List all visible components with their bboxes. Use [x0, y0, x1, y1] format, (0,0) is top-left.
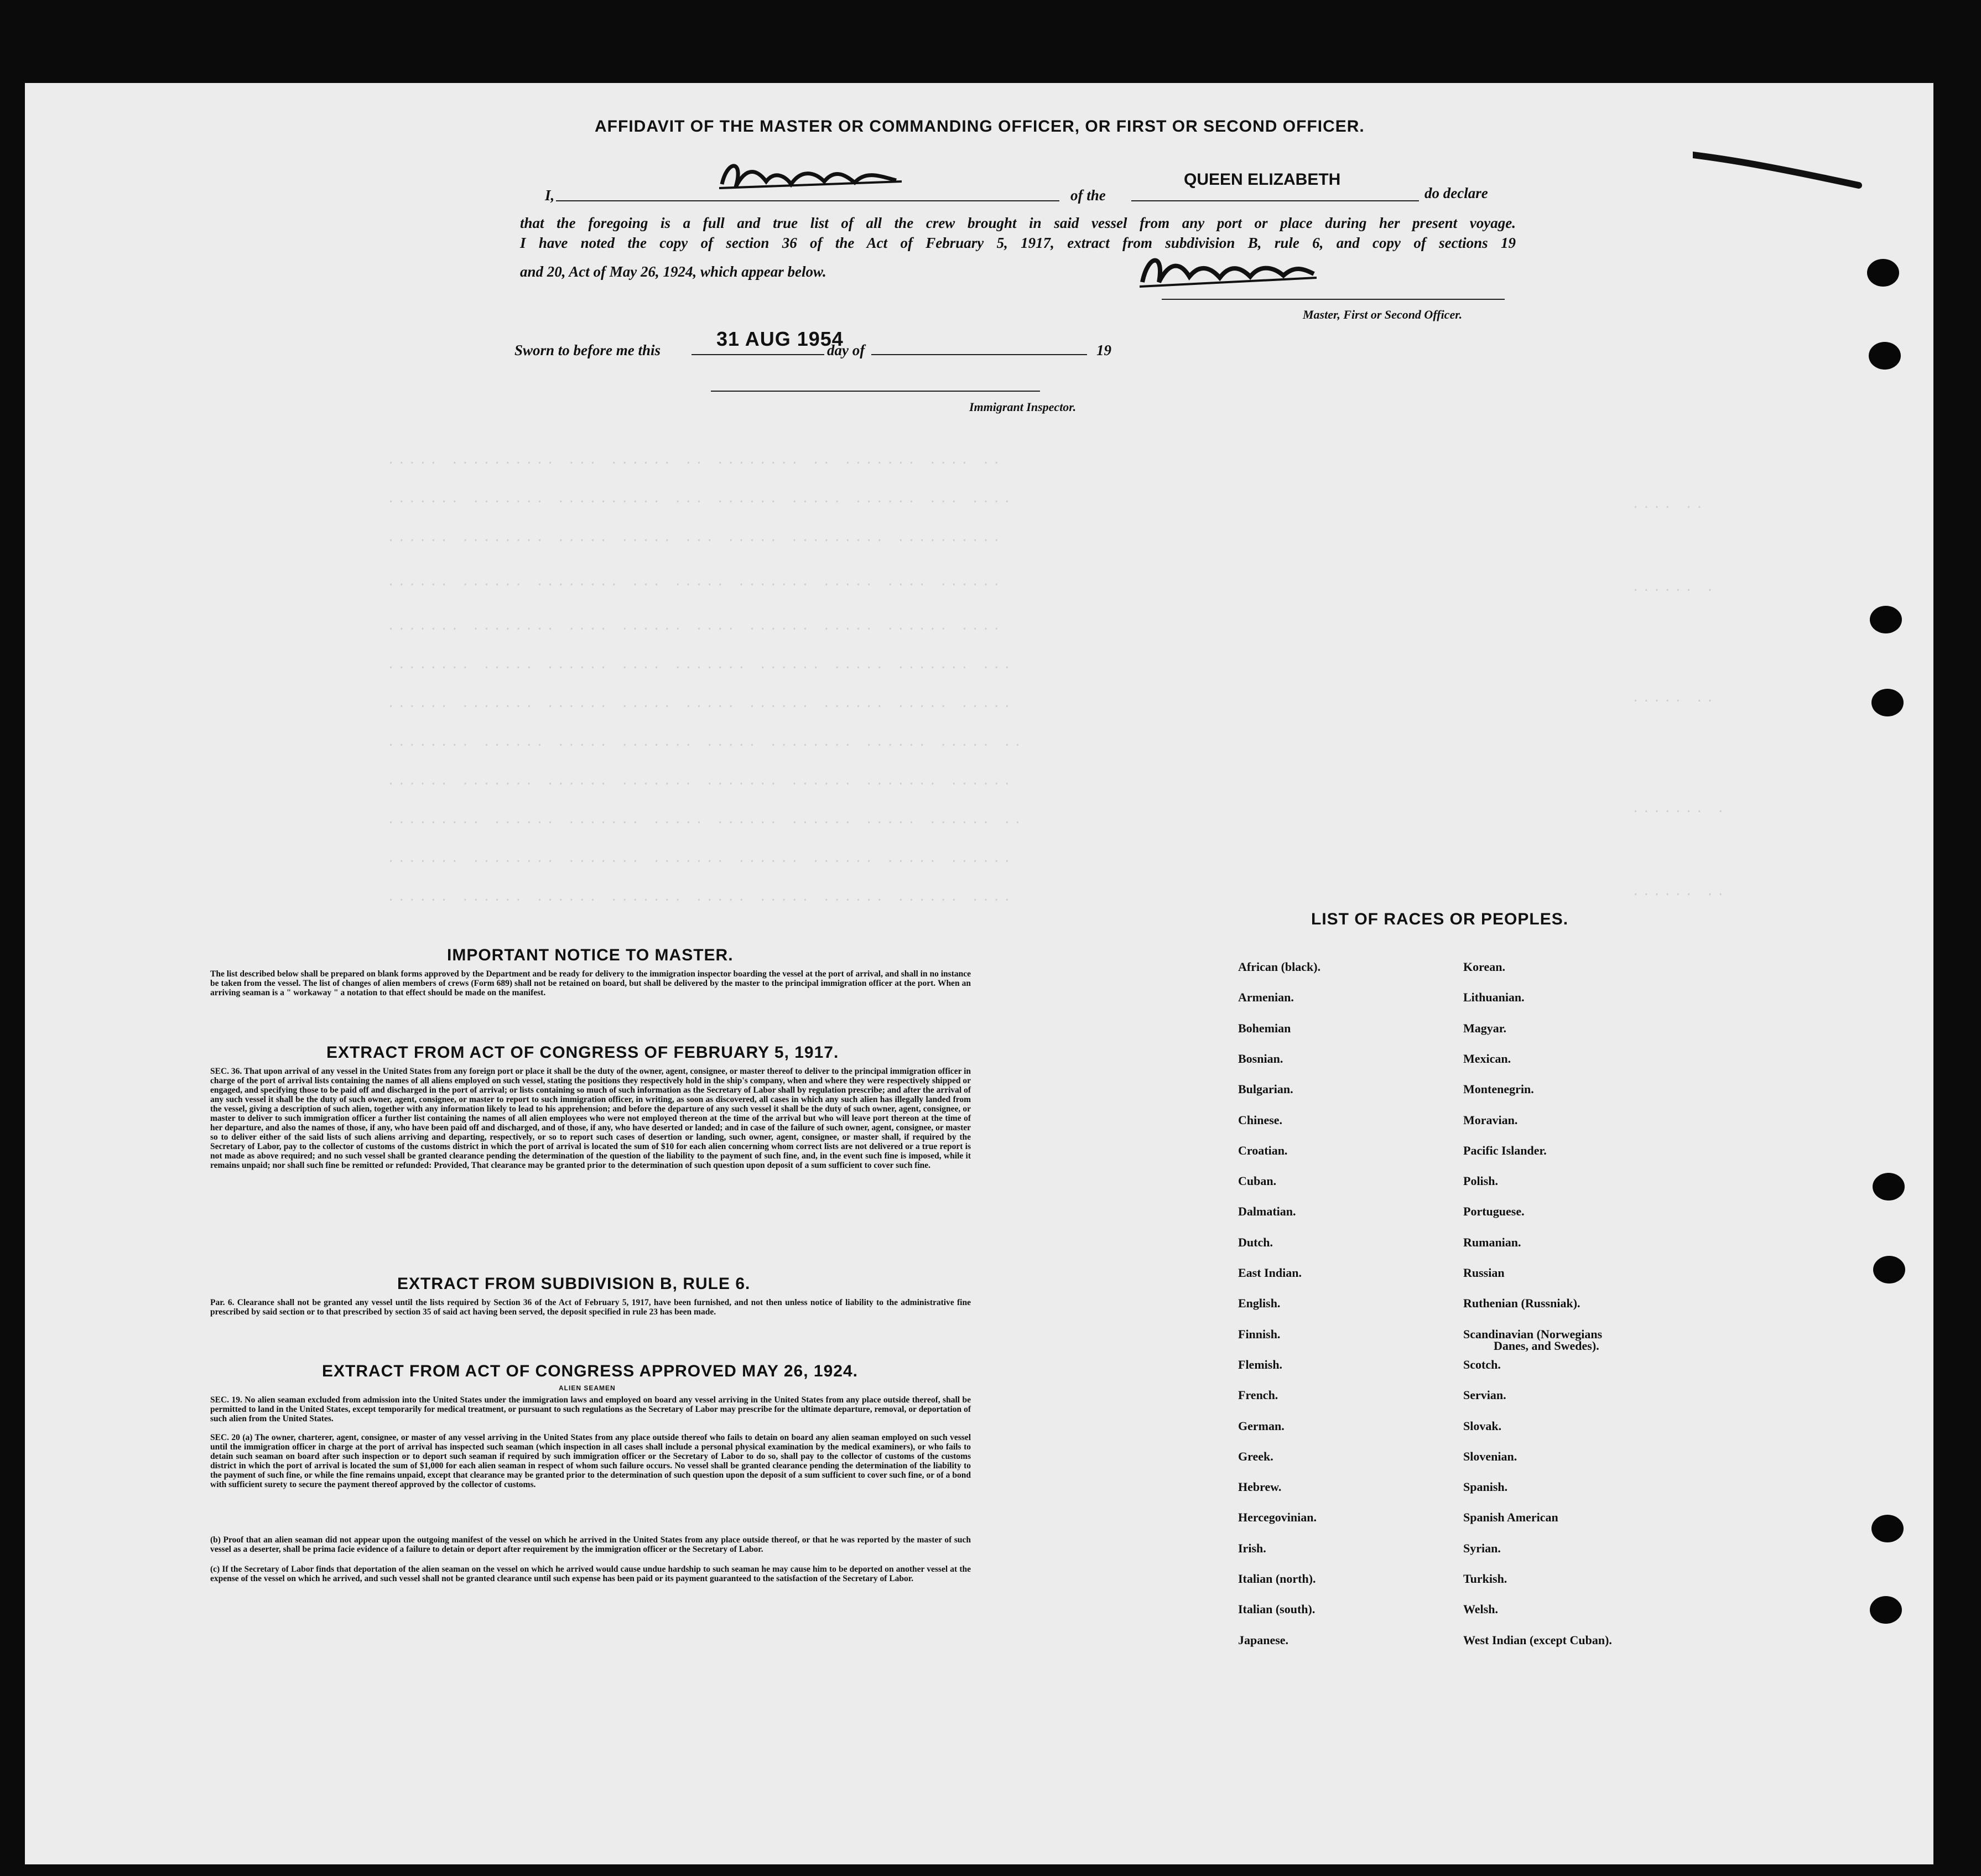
race-item: West Indian (except Cuban).	[1463, 1633, 1612, 1647]
sworn-date-stamp: 31 AUG 1954	[716, 328, 844, 350]
race-item: Hebrew.	[1238, 1480, 1282, 1494]
race-item: Bosnian.	[1238, 1051, 1283, 1066]
race-item: Servian.	[1463, 1388, 1506, 1402]
race-item: Flemish.	[1238, 1357, 1283, 1371]
race-item: Bohemian	[1238, 1021, 1291, 1035]
race-item: Irish.	[1238, 1541, 1266, 1555]
race-item: African (black).	[1238, 960, 1321, 974]
extract-1924-sec20c: (c) If the Secretary of Labor finds that deportation of the alien seaman on the vessel on which he arrived would cause undue hardship to such seaman he may cause him to be deported on another vessel at the expense of the vessel on which he arrived, and such vessel shall not be granted clearance until such expense has been paid or its payment guaranteed to the satisfaction of the Secretary of Labor.	[210, 1565, 971, 1583]
race-item: Scotch.	[1463, 1357, 1501, 1371]
year-prefix: 19	[1096, 342, 1111, 358]
extract-1924-title: EXTRACT FROM ACT OF CONGRESS APPROVED MAY 26, 1924.	[322, 1362, 858, 1380]
race-item: Russian	[1463, 1266, 1505, 1280]
race-item: Slovak.	[1463, 1418, 1502, 1433]
race-item: Moravian.	[1463, 1113, 1518, 1127]
affidavit-line-3: I have noted the copy of section 36 of the Act of February 5, 1917, extract from subdivision B, rule 6, and copy of sections 19	[520, 235, 1516, 251]
race-item: Cuban.	[1238, 1174, 1277, 1188]
race-item: Welsh.	[1463, 1602, 1498, 1617]
race-item: Armenian.	[1238, 990, 1294, 1005]
affidavit-line-4: and 20, Act of May 26, 1924, which appear below.	[520, 263, 826, 280]
punch-hole	[1870, 1596, 1902, 1624]
race-item: Scandinavian (Norwegians	[1463, 1327, 1603, 1341]
master-signature-2	[1137, 243, 1319, 299]
race-item: Italian (south).	[1238, 1602, 1316, 1617]
vessel-name-line	[1131, 200, 1419, 201]
affidavit-i-label: I,	[545, 187, 555, 204]
day-of-label: day of	[827, 342, 865, 358]
extract-1924-sec20b: (b) Proof that an alien seaman did not appear upon the outgoing manifest of the vessel on which he arrived in the United States from any place outside thereof, or that he was reported by the master of such vessel as a deserter, shall be prima facie evidence of a failure to detain or deport after requirement by the immigration officer or the Secretary of Labor.	[210, 1535, 971, 1554]
race-item: Magyar.	[1463, 1021, 1507, 1035]
affidavit-line-2: that the foregoing is a full and true list of all the crew brought in said vessel from any port or place during her present voyage.	[520, 215, 1516, 231]
race-item: Korean.	[1463, 960, 1505, 974]
race-item: Greek.	[1238, 1449, 1273, 1463]
race-scandinavian-continued: Danes, and Swedes).	[1494, 1339, 1599, 1353]
race-item: Montenegrin.	[1463, 1082, 1534, 1097]
subdivision-body: Par. 6. Clearance shall not be granted any vessel until the lists required by Section 36 of the Act of February 5, 1917, have been furnished, and not then unless notice of liability to the administrative fine prescribed by said section or to that prescribed by section 35 of said act having been served, the deposit specified in rule 23 has been made.	[210, 1298, 971, 1317]
extract-1917-title: EXTRACT FROM ACT OF CONGRESS OF FEBRUARY 5, 1917.	[326, 1043, 839, 1062]
punch-hole	[1873, 1173, 1905, 1201]
extract-1917-body: SEC. 36. That upon arrival of any vessel in the United States from any foreign port or place it shall be the duty of the owner, agent, consignee, or master thereof to deliver to the principal immigration officer in charge of the port of arrival lists containing the names of all aliens employed on such vessel, stating the positions they respectively hold in the ship's company, when and where they were respectively shipped or engaged, and specifying those to be paid off and discharged in the port of arrival; or lists containing so much of such information as the Secretary of Labor shall by regulation prescribe; and after the arrival of any such vessel it shall be the duty of such owner, agent, consignee, or master to report to such immigration officer, in writing, as soon as discovered, all cases in which any such alien has illegally landed from the vessel, giving a description of such alien, together with any information likely to lead to his apprehension; and before the departure of any such vessel it shall be the duty of such owner, agent, consignee, or master to deliver to such immigration officer a further list containing the names of all alien employees who were not employed thereon at the time of the arrival but who will leave port thereon at the time of her departure, and also the names of those, if any, who have been paid off and discharged, and of those, if any, who have deserted or landed; and in case of the failure of such owner, agent, consignee, or master so to deliver either of the said lists of such aliens arriving and departing, respectively, or so to report such cases of desertion or landing, such owner, agent, consignee, or master shall, if required by the Secretary of Labor, pay to the collector of customs of the customs district in which the port of arrival is located the sum of $10 for each alien concerning whom correct lists are not delivered or a true report is not made as above required; and no such vessel shall be granted clearance pending the determination of the question of the liability to the payment of such fine, and, in the event such fine is imposed, while it remains unpaid; nor shall such fine be remitted or refunded: Provided, That clearance may be granted prior to the determination of such question upon deposit of a sum sufficient to cover such fine.	[210, 1067, 971, 1170]
punch-hole	[1871, 1515, 1904, 1542]
race-item: Polish.	[1463, 1174, 1498, 1188]
race-item: Mexican.	[1463, 1051, 1511, 1066]
race-item: Turkish.	[1463, 1572, 1507, 1586]
sworn-label: Sworn to before me this	[514, 342, 661, 358]
race-item: Bulgarian.	[1238, 1082, 1293, 1097]
race-item: French.	[1238, 1388, 1278, 1402]
extract-1924-sec20a: SEC. 20 (a) The owner, charterer, agent, consignee, or master of any vessel arriving in the United States from any place outside thereof who fails to detain on board any alien seaman employed on such vessel until the immigration officer in charge at the port of arrival has inspected such seaman (which inspection in all cases shall include a personal physical examination by the medical examiners), or who fails to detain such seaman on board after such inspection or to deport such seaman if required by such immigration officer or the Secretary of Labor to do so, shall pay to the collector of customs of the customs district in which the port of arrival is located the sum of $1,000 for each alien seaman in respect of whom such failure occurs. No vessel shall be granted clearance pending the determination of the liability to the payment of such fine, or while the fine remains unpaid, except that clearance may be granted prior to the determination of such question upon the deposit of a sum sufficient to cover such fine, or of a bond with sufficient surety to secure the payment thereof approved by the collector of customs.	[210, 1433, 971, 1489]
race-item: Finnish.	[1238, 1327, 1281, 1341]
month-line	[871, 354, 1087, 355]
affidavit-title: AFFIDAVIT OF THE MASTER OR COMMANDING OFFICER, OR FIRST OR SECOND OFFICER.	[595, 117, 1365, 136]
race-item: German.	[1238, 1418, 1285, 1433]
vessel-name: QUEEN ELIZABETH	[1184, 170, 1341, 189]
notice-title: IMPORTANT NOTICE TO MASTER.	[447, 946, 734, 964]
race-item: Slovenian.	[1463, 1449, 1517, 1463]
race-item: Syrian.	[1463, 1541, 1501, 1555]
race-item: Ruthenian (Russniak).	[1463, 1296, 1580, 1311]
subdivision-title: EXTRACT FROM SUBDIVISION B, RULE 6.	[397, 1275, 751, 1293]
punch-hole	[1869, 342, 1901, 370]
race-item: Pacific Islander.	[1463, 1143, 1547, 1157]
ink-mark	[1693, 138, 1870, 194]
race-item: Spanish American	[1463, 1510, 1558, 1525]
race-item: Dalmatian.	[1238, 1204, 1296, 1219]
race-item: Portuguese.	[1463, 1204, 1525, 1219]
sworn-date-line	[691, 354, 824, 355]
race-item: Rumanian.	[1463, 1235, 1521, 1249]
race-item: Hercegovinian.	[1238, 1510, 1317, 1525]
punch-hole	[1871, 689, 1904, 716]
race-item: Lithuanian.	[1463, 990, 1525, 1005]
race-item: East Indian.	[1238, 1266, 1302, 1280]
race-item: Croatian.	[1238, 1143, 1288, 1157]
master-signature	[714, 154, 913, 204]
punch-hole	[1870, 606, 1902, 633]
extract-1924-subtitle: ALIEN SEAMEN	[559, 1384, 616, 1392]
affidavit-do-declare: do declare	[1424, 185, 1488, 201]
race-item: English.	[1238, 1296, 1281, 1311]
race-item: Chinese.	[1238, 1113, 1283, 1127]
affidavit-of-the: of the	[1070, 187, 1106, 204]
master-signature-line	[1162, 299, 1505, 300]
race-item: Italian (north).	[1238, 1572, 1316, 1586]
master-signature-caption: Master, First or Second Officer.	[1303, 308, 1463, 321]
race-item: Spanish.	[1463, 1480, 1508, 1494]
extract-1924-sec19: SEC. 19. No alien seaman excluded from admission into the United States under the immigration laws and employed on board any vessel arriving in the United States from any place outside thereof, shall be permitted to land in the United States, except temporarily for medical treatment, or pursuant to such regulations as the Secretary of Labor may prescribe for the ultimate departure, removal, or deportation of such alien from the United States.	[210, 1395, 971, 1423]
inspector-caption: Immigrant Inspector.	[969, 400, 1077, 414]
punch-hole	[1867, 259, 1899, 287]
race-item: Japanese.	[1238, 1633, 1289, 1647]
inspector-signature-line	[711, 391, 1040, 392]
races-title: LIST OF RACES OR PEOPLES.	[1311, 910, 1569, 928]
notice-body: The list described below shall be prepared on blank forms approved by the Department and be ready for delivery to the immigration inspector boarding the vessel at the port of arrival, and shall in no instance be taken from the vessel. The list of changes of alien members of crews (Form 689) shall not be retained on board, but shall be delivered by the master to the principal immigration officer at the port. When an arriving seaman is a " workaway " a notation to that effect should be made on the manifest.	[210, 969, 971, 997]
punch-hole	[1873, 1256, 1905, 1283]
race-item: Dutch.	[1238, 1235, 1273, 1249]
